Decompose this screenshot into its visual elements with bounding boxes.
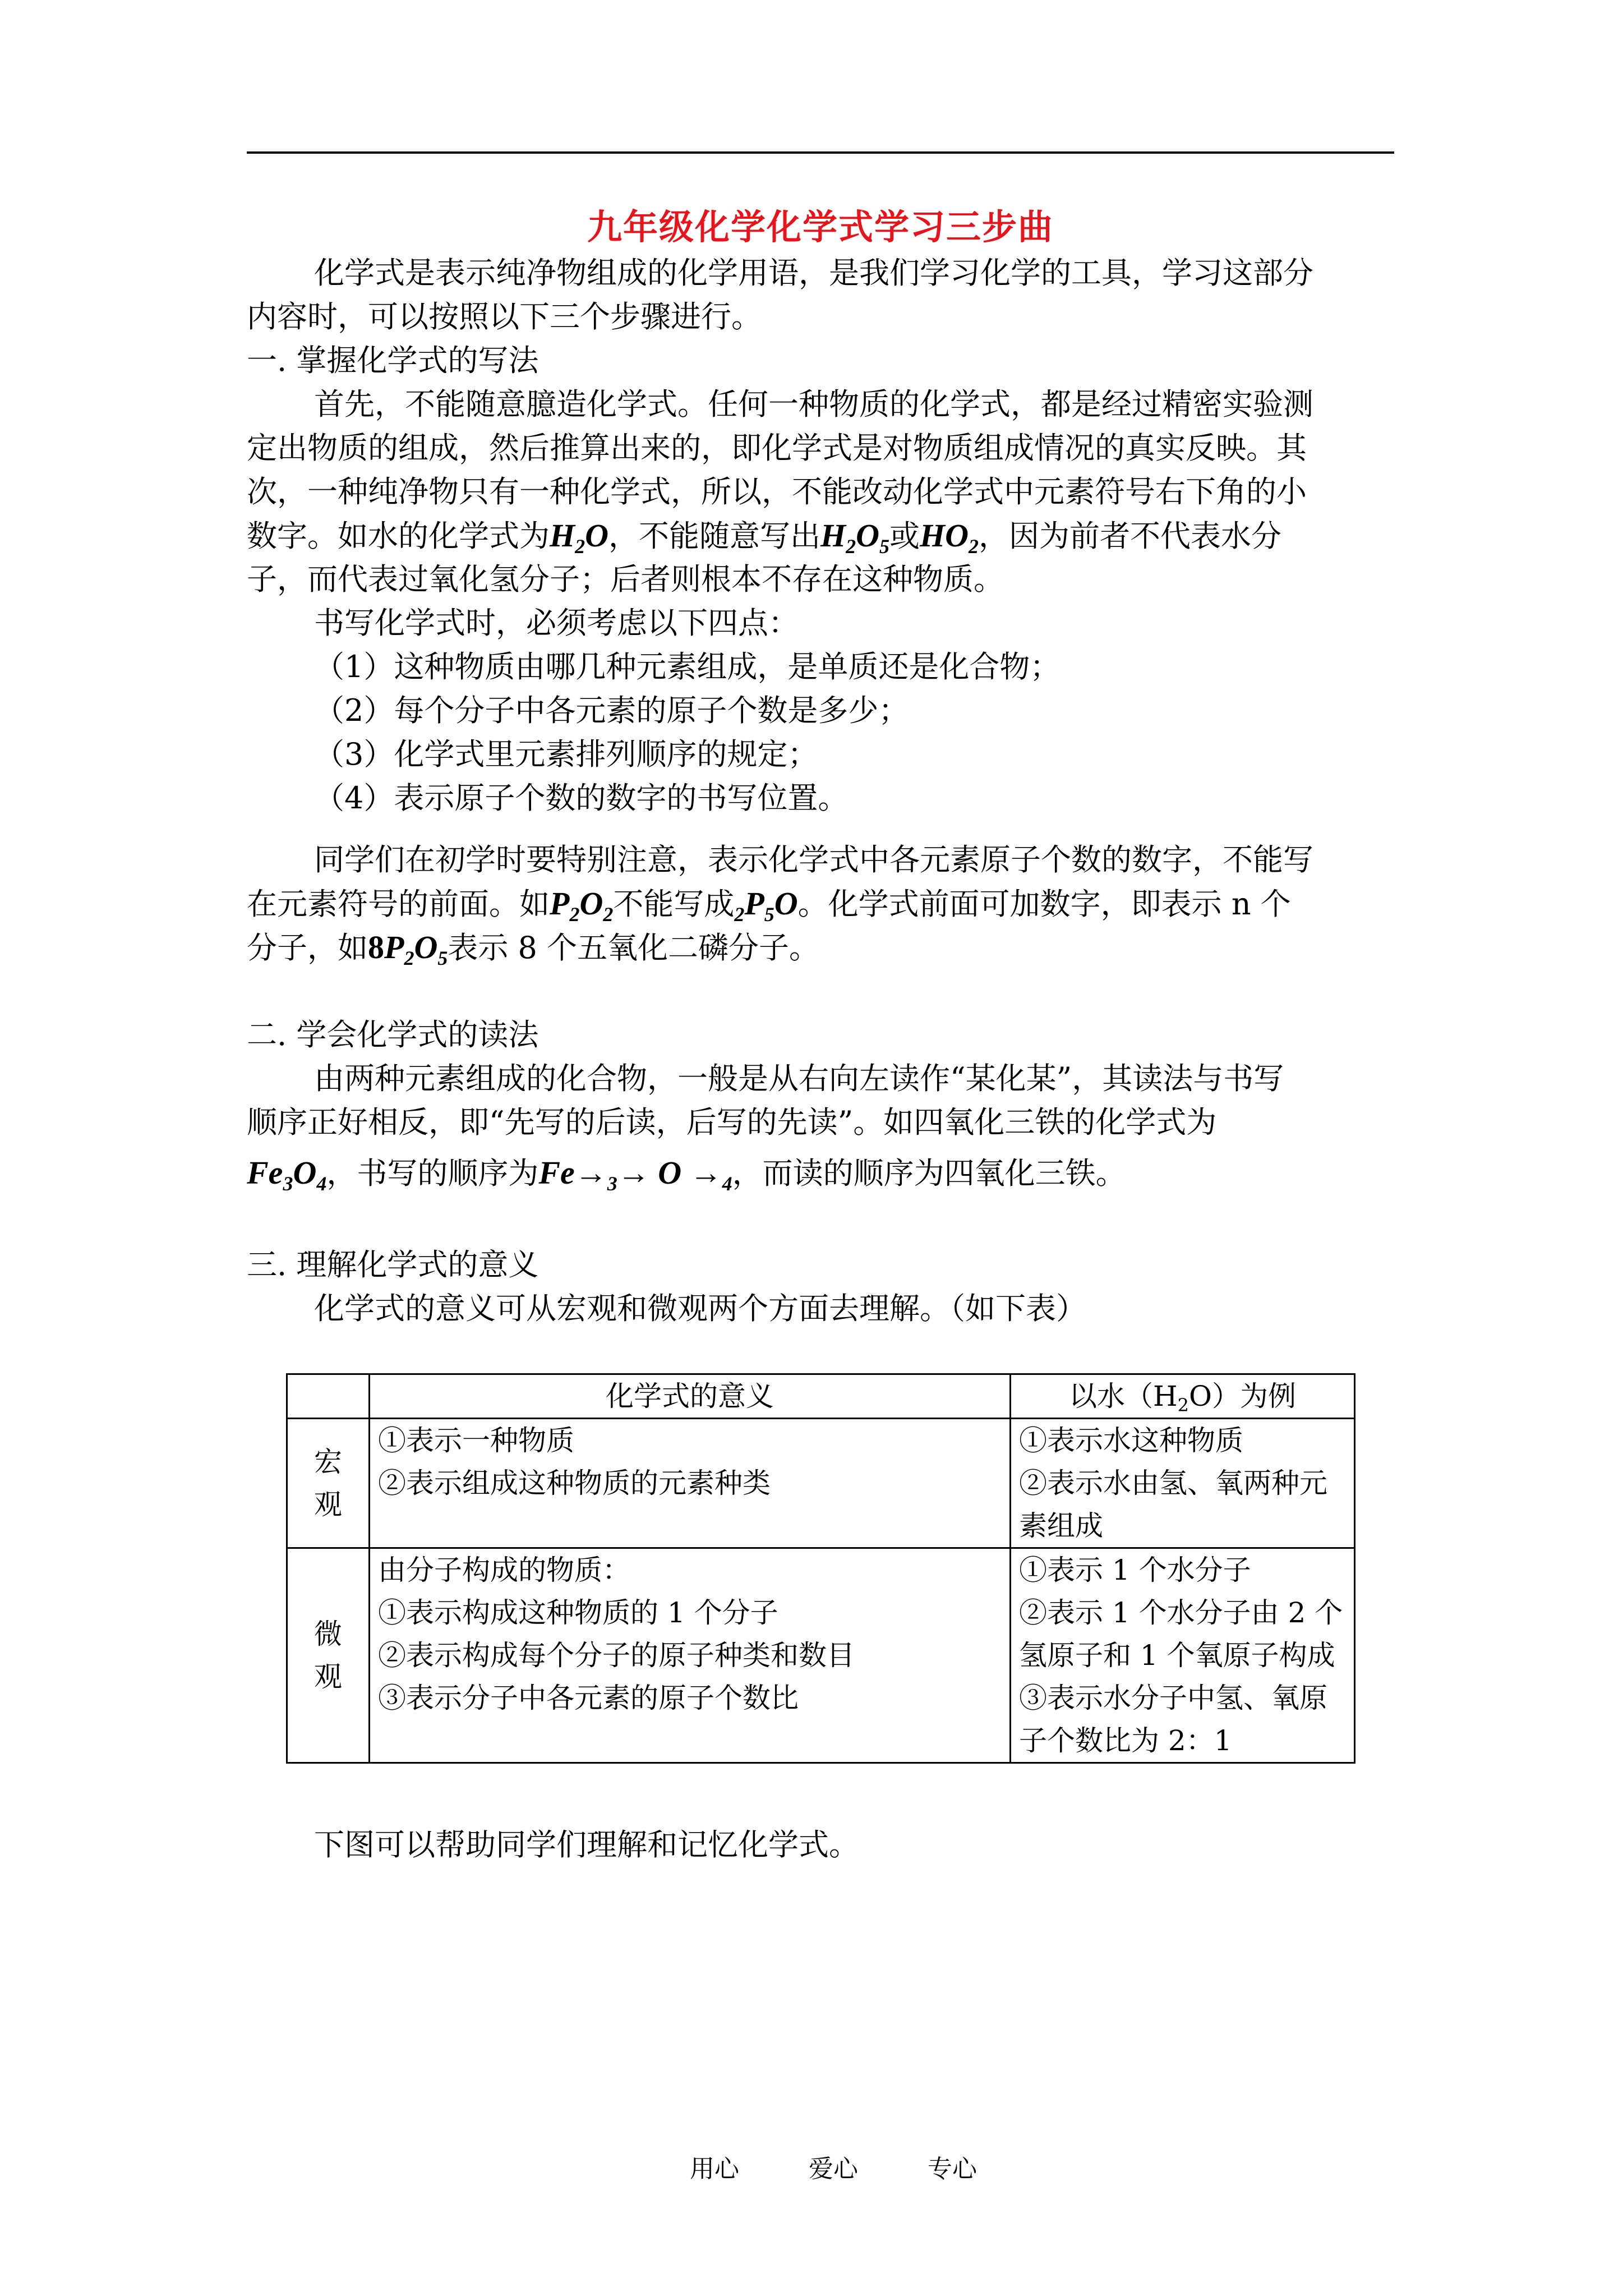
text-fragment: 不能写成 (613, 886, 735, 922)
text-fragment: 表示 8 个五氧化二磷分子。 (448, 930, 820, 965)
text-fragment: ，而读的顺序为四氧化三铁。 (732, 1156, 1126, 1191)
formula-h2o: $H_2O$ (550, 517, 609, 558)
cell-line: ③表示分子中各元素的原子个数比 (378, 1682, 799, 1714)
text-fragment: 观 (314, 1488, 342, 1521)
table-header-meaning: 化学式的意义 (370, 1374, 1011, 1419)
table-row (287, 1419, 1355, 1548)
section1-p2: 书写化学式时，必须考虑以下四点： (314, 605, 799, 641)
page-footer (690, 2148, 1039, 2184)
footer-item: 爱心 (809, 2155, 858, 2183)
micro-meaning-cell (370, 1548, 1011, 1763)
intro-line-1: 化学式是表示纯净物组成的化学用语，是我们学习化学的工具，学习这部分 (314, 255, 1313, 291)
formula-fe3o4: $Fe_3O_4$ (247, 1154, 327, 1195)
meaning-table (286, 1373, 1355, 1764)
section1-p1-line1: 首先，不能随意臆造化学式。任何一种物质的化学式，都是经过精密实验测 (314, 386, 1313, 422)
cell-line: 子个数比为 2：1 (1019, 1724, 1232, 1757)
cell-line: 由分子构成的物质： (378, 1554, 630, 1586)
text-fragment: ，不能随意写出 (608, 518, 821, 554)
table-header-empty (287, 1374, 370, 1419)
row-label-macro (287, 1419, 370, 1548)
list-item: （3）化学式里元素排列顺序的规定； (314, 737, 818, 772)
text-fragment: 。化学式前面可加数字，即表示 n 个 (797, 886, 1291, 922)
cell-line: ①表示一种物质 (378, 1424, 574, 1457)
section1-p1-line5: 子，而代表过氧化氢分子；后者则根本不存在这种物质。 (247, 562, 1004, 597)
list-item: （4）表示原子个数的数字的书写位置。 (314, 780, 849, 816)
cell-line: ②表示 1 个水分子由 2 个 (1019, 1596, 1343, 1629)
header-rule (247, 151, 1394, 154)
formula-8p2o5: $8P_2O_5$ (368, 929, 448, 969)
formula-ho2: $HO_2$ (920, 517, 979, 558)
text-fragment: ，书写的顺序为 (326, 1156, 539, 1191)
section1-p1-line4 (247, 514, 1402, 558)
cell-line: ①表示 1 个水分子 (1019, 1554, 1251, 1586)
section3-heading: 三. 理解化学式的意义 (247, 1247, 539, 1282)
section1-p1-line2: 定出物质的组成，然后推算出来的，即化学式是对物质组成情况的真实反映。其 (247, 430, 1307, 466)
row-label-micro (287, 1548, 370, 1763)
text-fragment: 数字。如水的化学式为 (247, 518, 550, 554)
text-fragment: 以水（H (1069, 1380, 1178, 1412)
footer-item: 专心 (928, 2155, 977, 2183)
list-item: （2）每个分子中各元素的原子个数是多少； (314, 693, 909, 728)
formula-p2o2: $P_2O_2$ (550, 885, 614, 926)
footer-item: 用心 (690, 2155, 739, 2183)
formula-h2o5: $H_2O_5$ (820, 517, 890, 558)
cell-line: ②表示构成每个分子的原子种类和数目 (378, 1639, 855, 1672)
intro-line-2: 内容时，可以按照以下三个步骤进行。 (247, 299, 762, 334)
closing-line: 下图可以帮助同学们理解和记忆化学式。 (314, 1827, 859, 1862)
cell-line: 素组成 (1019, 1510, 1103, 1542)
table-row (287, 1548, 1355, 1763)
section1-p3-line3 (247, 926, 1402, 970)
section3-line1: 化学式的意义可从宏观和微观两个方面去理解。（如下表） (314, 1291, 1086, 1326)
text-fragment: 微 (314, 1618, 342, 1650)
cell-line: ①表示构成这种物质的 1 个分子 (378, 1596, 778, 1629)
text-fragment: 分子，如 (247, 930, 368, 965)
section2-heading: 二. 学会化学式的读法 (247, 1017, 539, 1052)
text-fragment: 在元素符号的前面。如 (247, 886, 550, 922)
table-header-example (1011, 1374, 1355, 1419)
section2-line2: 顺序正好相反，即“先写的后读，后写的先读”。如四氧化三铁的化学式为 (247, 1105, 1217, 1140)
text-fragment: ，因为前者不代表水分 (979, 518, 1282, 554)
cell-line: ②表示组成这种物质的元素种类 (378, 1467, 771, 1499)
cell-line: ②表示水由氢、氧两种元 (1019, 1467, 1327, 1499)
writing-order-formula: $Fe\to_3\to O \to_4$ (538, 1154, 732, 1195)
cell-line: ①表示水这种物质 (1019, 1424, 1243, 1457)
text-fragment: O）为例 (1188, 1380, 1296, 1412)
macro-meaning-cell (370, 1419, 1011, 1548)
micro-example-cell (1011, 1548, 1355, 1763)
text-fragment: 观 (314, 1660, 342, 1693)
macro-example-cell (1011, 1419, 1355, 1548)
text-fragment: 宏 (314, 1446, 342, 1478)
table-header-row (287, 1374, 1355, 1419)
section2-line1: 由两种元素组成的化合物，一般是从右向左读作“某化某”，其读法与书写 (314, 1061, 1284, 1096)
section1-p1-line3: 次，一种纯净物只有一种化学式，所以，不能改动化学式中元素符号右下角的小 (247, 474, 1307, 509)
text-fragment: 或 (889, 518, 920, 554)
list-item: （1）这种物质由哪几种元素组成，是单质还是化合物； (314, 649, 1061, 684)
text-fragment: 2 (1177, 1395, 1189, 1416)
cell-line: 氢原子和 1 个氧原子构成 (1019, 1639, 1335, 1672)
cell-line: ③表示水分子中氢、氧原 (1019, 1682, 1327, 1714)
page-title: 九年级化学化学式学习三步曲 (587, 206, 1054, 247)
formula-2p5o: $_2P_5O$ (734, 885, 798, 926)
section1-p3-line1: 同学们在初学时要特别注意，表示化学式中各元素原子个数的数字，不能写 (314, 842, 1313, 877)
section1-heading: 一. 掌握化学式的写法 (247, 343, 539, 378)
section2-line3 (247, 1151, 1402, 1195)
